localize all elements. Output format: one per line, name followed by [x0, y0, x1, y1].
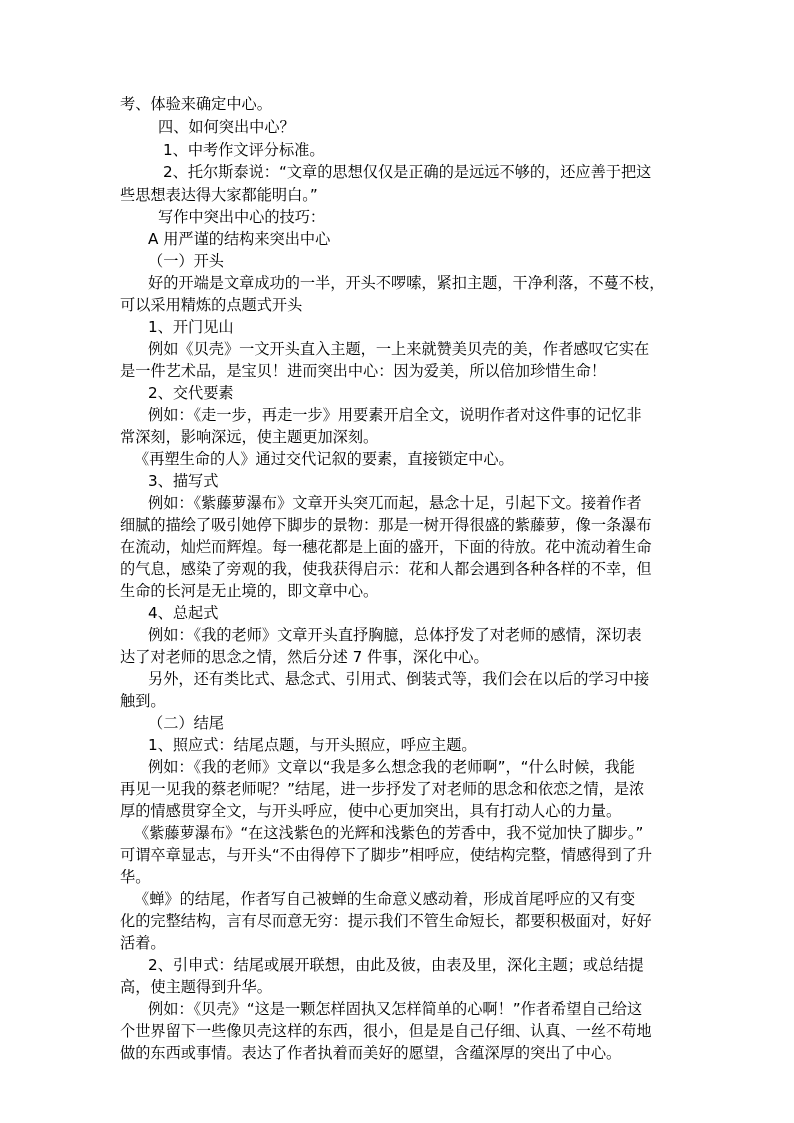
- list-heading: 1、开门见山: [148, 318, 234, 336]
- list-heading: 4、总起式: [148, 604, 219, 622]
- text-line: 2、托尔斯泰说：“文章的思想仅仅是正确的是远远不够的，还应善于把这: [163, 163, 652, 181]
- text-line: 是一件艺术品，是宝贝！进而突出中心：因为爱美，所以倍加珍惜生命！: [120, 362, 606, 380]
- text-line: 高，使主题得到升华。: [120, 978, 272, 996]
- text-line: 例如《贝壳》一文开头直入主题，一上来就赞美贝壳的美，作者感叹它实在: [148, 340, 650, 358]
- text-line: 2、引申式：结尾或展开联想，由此及彼，由表及里，深化主题；或总结提: [148, 956, 644, 974]
- text-line: 例如：《我的老师》文章开头直抒胸臆，总体抒发了对老师的感情，深切表: [148, 626, 642, 644]
- text-line: 可以采用精炼的点题式开头: [120, 296, 303, 314]
- text-line: 些思想表达得大家都能明白。”: [120, 186, 318, 204]
- text-line: 生命的长河是无止境的，即文章中心。: [120, 582, 379, 600]
- subsection-heading: （二）结尾: [148, 714, 224, 732]
- text-line: 活着。: [120, 934, 166, 952]
- text-line: 可谓卒章显志，与开头“不由得停下了脚步”相呼应，使结构完整，情感得到了升: [120, 846, 653, 864]
- text-line: 写作中突出中心的技巧：: [158, 208, 326, 226]
- text-line: 做的东西或事情。表达了作者执着而美好的愿望，含蕴深厚的突出了中心。: [120, 1044, 622, 1062]
- text-line: 华。: [120, 868, 151, 886]
- text-line: 常深刻，影响深远，使主题更加深刻。: [120, 428, 379, 446]
- text-line: 化的完整结构，言有尽而意无穷：提示我们不管生命短长，都要积极面对，好好: [120, 912, 652, 930]
- text-line: 个世界留下一些像贝壳这样的东西，很小，但是是自己仔细、认真、一丝不苟地: [120, 1022, 652, 1040]
- text-line: 细腻的描绘了吸引她停下脚步的景物：那是一树开得很盛的紫藤萝，像一条瀑布: [120, 516, 652, 534]
- text-line: 1、中考作文评分标准。: [163, 141, 325, 159]
- text-line: 触到。: [120, 692, 166, 710]
- text-line: 的气息，感染了旁观的我，使我获得启示：花和人都会遇到各种各样的不幸，但: [120, 560, 652, 578]
- text-line: 好的开端是文章成功的一半，开头不啰嗦，紧扣主题，干净利落，不蔓不枝，: [148, 274, 665, 292]
- subsection-heading: A 用严谨的结构来突出中心: [148, 230, 331, 248]
- text-line: 在流动，灿烂而辉煌。每一穗花都是上面的盛开，下面的待放。花中流动着生命: [120, 538, 652, 556]
- subsection-heading: （一）开头: [148, 252, 224, 270]
- text-line: 另外，还有类比式、悬念式、引用式、倒装式等，我们会在以后的学习中接: [148, 670, 650, 688]
- text-line: 1、照应式：结尾点题，与开头照应，呼应主题。: [148, 736, 477, 754]
- text-line: 厚的情感贯穿全文，与开头呼应，使中心更加突出，具有打动人心的力量。: [120, 802, 622, 820]
- text-line: 例如：《我的老师》文章以“我是多么想念我的老师啊”，“什么时候，我能: [148, 758, 635, 776]
- text-line: 考、体验来确定中心。: [120, 95, 272, 113]
- text-line: 达了对老师的思念之情，然后分述 7 件事，深化中心。: [120, 648, 489, 666]
- text-line: 《再塑生命的人》通过交代记叙的要素，直接锁定中心。: [134, 450, 514, 468]
- text-line: 例如：《走一步，再走一步》用要素开启全文，说明作者对这件事的记忆非: [148, 406, 642, 424]
- text-line: 《紫藤萝瀑布》“在这浅紫色的光辉和浅紫色的芳香中，我不觉加快了脚步。”: [134, 824, 644, 842]
- text-line: 再见一见我的蔡老师呢？”结尾，进一步抒发了对老师的思念和依恋之情，是浓: [120, 780, 645, 798]
- text-line: 《蝉》的结尾，作者写自己被蝉的生命意义感动着，形成首尾呼应的又有变: [134, 890, 636, 908]
- list-heading: 2、交代要素: [148, 384, 234, 402]
- section-heading: 四、如何突出中心？: [158, 118, 295, 136]
- text-line: 例如：《贝壳》“这是一颗怎样固执又怎样简单的心啊！”作者希望自己给这: [148, 1000, 643, 1018]
- text-line: 例如：《紫藤萝瀑布》文章开头突兀而起，悬念十足，引起下文。接着作者: [148, 494, 642, 512]
- list-heading: 3、描写式: [148, 472, 219, 490]
